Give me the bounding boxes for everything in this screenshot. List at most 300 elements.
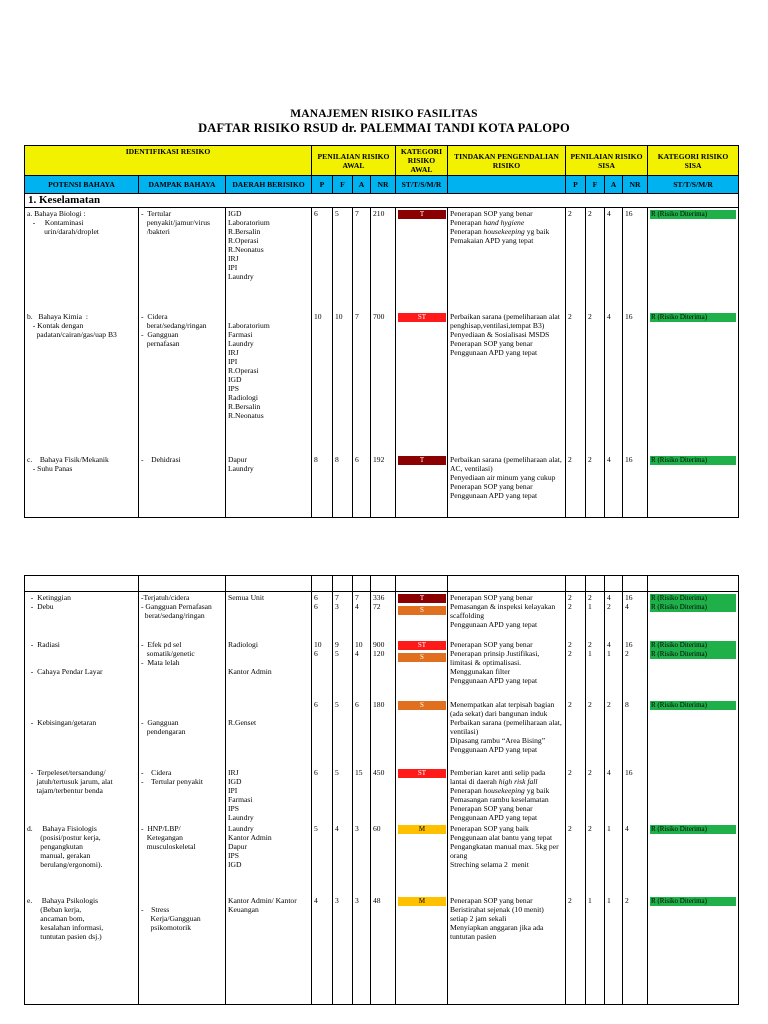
- a-value: 7: [355, 593, 359, 602]
- p-value: 6: [314, 602, 318, 611]
- a2-cell: [605, 699, 623, 767]
- tindakan-text: Penggunaan APD yang tepat: [450, 490, 538, 500]
- a-value: 3: [355, 895, 359, 905]
- tindakan-text: Menempatkan alat terpisah bagian (ada sekat) dari bangunan induk: [450, 699, 557, 718]
- nr-value: 900: [373, 639, 385, 649]
- potensi-text: berulang/ergonomi).: [27, 859, 103, 869]
- risk-category-badge: T: [398, 210, 446, 219]
- daerah-text: Kantor Admin/ Kantor: [228, 895, 297, 905]
- potensi-text: - Radiasi: [27, 639, 60, 649]
- a2-value: 2: [607, 699, 611, 709]
- a2-value: 4: [607, 454, 611, 464]
- dampak-cell: [139, 454, 226, 518]
- dampak-cell: [139, 699, 226, 767]
- daerah-cell: [226, 823, 312, 895]
- dampak-text: -Terjatuh/cidera: [141, 593, 190, 602]
- daerah-text: [228, 700, 309, 709]
- a2-cell: [605, 208, 623, 311]
- f2-cell: [586, 823, 605, 895]
- kategori-awal-cell: [396, 592, 448, 639]
- dampak-cell: [139, 311, 226, 454]
- daerah-text: Kantor Admin: [228, 832, 272, 842]
- header-tindakan: TINDAKAN PENGENDALIAN RISIKO: [448, 146, 566, 176]
- residual-category-badge: R (Risiko Diterima): [650, 701, 736, 710]
- kategori-awal-cell: [396, 767, 448, 823]
- nr-value: 72: [373, 602, 381, 611]
- residual-category-badge: R (Risiko Diterima): [650, 641, 736, 650]
- potensi-text: (Beban kerja,: [27, 904, 82, 914]
- tindakan-text: Penerapan SOP yang benar: [450, 803, 533, 813]
- risk-category-badge: S: [398, 653, 446, 662]
- nr-value: 192: [373, 454, 385, 464]
- header-a: A: [353, 176, 371, 194]
- potensi-text: - Kontak dengan: [27, 320, 84, 330]
- tindakan-text: Streching selama 2 menit: [450, 859, 529, 869]
- f2-cell: [586, 311, 605, 454]
- daerah-text: Laundry: [228, 812, 254, 822]
- a2-value: 1: [607, 648, 611, 658]
- dampak-text: penyakit/jamur/virus: [141, 218, 210, 227]
- kategori-sisa-cell: [648, 208, 739, 311]
- tindakan-text: Penerapan SOP yang benar: [450, 338, 533, 348]
- f-value: 4: [335, 823, 339, 833]
- a2-cell: [605, 592, 623, 639]
- dampak-text: [141, 709, 223, 718]
- dampak-cell: [139, 767, 226, 823]
- risk-category-badge: S: [398, 606, 446, 615]
- potensi-cell: [25, 208, 139, 311]
- a2-value: 4: [607, 767, 611, 777]
- f-value: 10: [335, 311, 343, 321]
- dampak-text: berat/sedang/ringan: [141, 611, 205, 620]
- document-title: MANAJEMEN RISIKO FASILITAS: [290, 108, 478, 120]
- nr-value: 120: [373, 648, 385, 658]
- f2-value: 1: [588, 895, 592, 905]
- daerah-text: Laundry: [228, 823, 254, 833]
- tindakan-text: Pemasangan rambu keselamatan: [450, 794, 549, 804]
- risk-category-badge: ST: [398, 641, 446, 650]
- table-row: [25, 823, 739, 895]
- p2-value: 2: [568, 209, 572, 218]
- dampak-cell: [139, 895, 226, 1005]
- daerah-text: IPI: [228, 263, 238, 272]
- residual-category-badge: R (Risiko Diterima): [650, 210, 736, 219]
- a2-value: 1: [607, 895, 611, 905]
- f-value: 3: [335, 895, 339, 905]
- f2-cell: [586, 208, 605, 311]
- p2-cell: [566, 823, 586, 895]
- residual-category-badge: R (Risiko Diterima): [650, 456, 736, 465]
- dampak-text: Ketegangan: [141, 832, 183, 842]
- a2-cell: [605, 895, 623, 1005]
- a2-value: 4: [607, 311, 611, 321]
- dampak-text: Kerja/Gangguan: [141, 913, 201, 923]
- daerah-cell: [226, 767, 312, 823]
- risk-table-page-2: [24, 575, 739, 1005]
- p-value: 6: [314, 648, 318, 658]
- a-value: 7: [355, 209, 359, 218]
- f2-cell: [586, 454, 605, 518]
- dampak-text: pernafasan: [141, 338, 180, 348]
- nr2-value: 2: [625, 895, 629, 905]
- potensi-text: c. Bahaya Fisik/Mekanik: [27, 454, 109, 464]
- f-value: 5: [335, 699, 339, 709]
- a-value: 6: [355, 699, 359, 709]
- tindakan-text: Penggunaan alat bantu yang tepat: [450, 832, 553, 842]
- dampak-text: psikomotorik: [141, 922, 192, 932]
- potensi-text: jatuh/tertusuk jarum, alat: [27, 776, 113, 786]
- tindakan-text: Penerapan SOP yang benar: [450, 481, 533, 491]
- dampak-text: - Tertular penyakit: [141, 776, 203, 786]
- p2-cell: [566, 592, 586, 639]
- table-row: [25, 639, 739, 699]
- dampak-text: - Gangguan: [141, 329, 179, 339]
- p2-value: 2: [568, 311, 572, 321]
- dampak-cell: [139, 208, 226, 311]
- p2-value: 2: [568, 454, 572, 464]
- table-row: [25, 699, 739, 767]
- potensi-text: - Kebisingan/getaran: [27, 717, 97, 727]
- p-value: 6: [314, 593, 318, 602]
- f-value: 5: [335, 209, 339, 218]
- risk-table-page-1: [24, 145, 739, 518]
- f-value: 8: [335, 454, 339, 464]
- p-value: 8: [314, 454, 318, 464]
- potensi-text: - Cahaya Pendar Layar: [27, 666, 103, 676]
- p-cell: [312, 699, 333, 767]
- f-value: 5: [335, 767, 339, 777]
- nr2-cell: [623, 592, 648, 639]
- nr2-cell: [623, 639, 648, 699]
- tindakan-text: Perbaikan sarana (pemeliharaan alat, AC, ventilasi): [450, 454, 564, 473]
- potensi-text: a. Bahaya Biologi :: [27, 209, 86, 218]
- tindakan-text: Penggunaan APD yang tepat: [450, 675, 538, 685]
- header-p: P: [312, 176, 333, 194]
- daerah-text: Laboratorium: [228, 218, 270, 227]
- daerah-text: Keuangan: [228, 904, 259, 914]
- potensi-text: - Terpeleset/tersandung/: [27, 767, 106, 777]
- p-cell: [312, 592, 333, 639]
- f2-cell: [586, 639, 605, 699]
- tindakan-cell: [448, 592, 566, 639]
- p-cell: [312, 639, 333, 699]
- p2-cell: [566, 767, 586, 823]
- dampak-cell: [139, 639, 226, 699]
- f-value: 5: [335, 648, 339, 658]
- tindakan-text: Penggunaan APD yang tepat: [450, 744, 538, 754]
- f2-cell: [586, 767, 605, 823]
- a-cell: [353, 767, 371, 823]
- f-cell: [333, 592, 353, 639]
- a2-value: 4: [607, 639, 611, 649]
- daerah-text: Semua Unit: [228, 593, 265, 602]
- daerah-text: IPS: [228, 850, 239, 860]
- p2-cell: [566, 454, 586, 518]
- potensi-cell: [25, 311, 139, 454]
- header-blank: [448, 176, 566, 194]
- dampak-text: - Cidera: [141, 311, 168, 321]
- daerah-text: IPI: [228, 785, 238, 795]
- dampak-text: - Dehidrasi: [141, 454, 181, 464]
- nr2-value: 16: [625, 639, 633, 649]
- nr2-cell: [623, 208, 648, 311]
- tindakan-text: Perbaikan sarana (pemeliharaan alat, ventilasi): [450, 717, 564, 736]
- tindakan-text: Penyediaan & Sosialisasi MSDS: [450, 329, 550, 339]
- kategori-sisa-cell: [648, 767, 739, 823]
- daerah-text: R.Bersalin: [228, 227, 261, 236]
- tindakan-cell: [448, 311, 566, 454]
- tindakan-text: Pemasangan & inspeksi kelayakan scaffolding: [450, 602, 558, 620]
- tindakan-cell: [448, 767, 566, 823]
- nr2-cell: [623, 767, 648, 823]
- f2-value: 2: [588, 311, 592, 321]
- a2-cell: [605, 639, 623, 699]
- dampak-text: - Stress: [141, 904, 170, 914]
- potensi-cell: [25, 454, 139, 518]
- kategori-awal-cell: [396, 699, 448, 767]
- dampak-text: musculoskeletal: [141, 841, 196, 851]
- daerah-text: R.Neonatus: [228, 410, 264, 420]
- potensi-cell: [25, 592, 139, 639]
- daerah-text: Radiologi: [228, 392, 258, 402]
- header-nr2: NR: [623, 176, 648, 194]
- p-value: 5: [314, 823, 318, 833]
- potensi-text: kesalahan informasi,: [27, 922, 104, 932]
- daerah-text: IGD: [228, 209, 242, 218]
- tindakan-text: Penggunaan APD yang tepat: [450, 347, 538, 357]
- a-cell: [353, 311, 371, 454]
- a2-value: 4: [607, 593, 611, 602]
- kategori-sisa-cell: [648, 895, 739, 1005]
- potensi-text: pengangkutan: [27, 841, 83, 851]
- a2-value: 1: [607, 823, 611, 833]
- header-potensi: POTENSI BAHAYA: [25, 176, 139, 194]
- tindakan-cell: [448, 454, 566, 518]
- daerah-text: Laundry: [228, 338, 254, 348]
- f-cell: [333, 895, 353, 1005]
- nr-cell: [371, 767, 396, 823]
- f2-value: 2: [588, 593, 592, 602]
- a-cell: [353, 208, 371, 311]
- tindakan-text: Beristirahat sejenak (10 menit) setiap 2 jam sekali: [450, 904, 546, 923]
- daerah-text: [228, 312, 309, 321]
- risk-category-badge: ST: [398, 313, 446, 322]
- risk-category-badge: T: [398, 594, 446, 603]
- p2-cell: [566, 699, 586, 767]
- a2-cell: [605, 767, 623, 823]
- nr2-cell: [623, 895, 648, 1005]
- f2-value: 1: [588, 648, 592, 658]
- nr-cell: [371, 208, 396, 311]
- daerah-text: IGD: [228, 374, 242, 384]
- daerah-text: R.Genset: [228, 717, 257, 727]
- risk-category-badge: M: [398, 897, 446, 906]
- kategori-sisa-cell: [648, 639, 739, 699]
- daerah-cell: [226, 895, 312, 1005]
- nr2-value: 4: [625, 823, 629, 833]
- risk-category-badge: ST: [398, 769, 446, 778]
- table-row: [25, 454, 739, 518]
- p-cell: [312, 311, 333, 454]
- tindakan-text: Menyiapkan anggaran jika ada tuntutan pasien: [450, 922, 546, 941]
- table-row: [25, 592, 739, 639]
- potensi-text: ancaman bom,: [27, 913, 85, 923]
- f-value: 7: [335, 593, 339, 602]
- kategori-sisa-cell: [648, 823, 739, 895]
- p-value: 10: [314, 639, 322, 649]
- daerah-cell: [226, 208, 312, 311]
- nr2-value: 16: [625, 593, 633, 602]
- f-cell: [333, 454, 353, 518]
- kategori-awal-cell: [396, 895, 448, 1005]
- daerah-text: IGD: [228, 859, 242, 869]
- tindakan-text: Penggunaan APD yang tepat: [450, 812, 538, 822]
- a-value: 6: [355, 454, 359, 464]
- dampak-text: - Tertular: [141, 209, 172, 218]
- a-value: 15: [355, 767, 363, 777]
- daerah-text: Dapur: [228, 454, 247, 464]
- tindakan-text: Penggunaan APD yang tepat: [450, 620, 538, 629]
- p2-value: 2: [568, 699, 572, 709]
- p-cell: [312, 895, 333, 1005]
- daerah-cell: [226, 592, 312, 639]
- potensi-text: [27, 709, 136, 718]
- tindakan-text: Pemberian karet anti selip pada lantai di daerah high risk fall: [450, 767, 548, 786]
- kategori-awal-cell: [396, 208, 448, 311]
- risk-category-badge: S: [398, 701, 446, 710]
- risk-category-badge: T: [398, 456, 446, 465]
- header-daerah: DAERAH BERISIKO: [226, 176, 312, 194]
- f2-value: 2: [588, 209, 592, 218]
- daerah-cell: [226, 699, 312, 767]
- potensi-text: b. Bahaya Kimia :: [27, 311, 88, 321]
- p2-cell: [566, 895, 586, 1005]
- f2-value: 2: [588, 454, 592, 464]
- daerah-text: R.Operasi: [228, 365, 259, 375]
- tindakan-text: Penerapan hand hygiene: [450, 218, 525, 227]
- tindakan-text: Penerapan SOP yang benar: [450, 209, 533, 218]
- potensi-text: d. Bahaya Fisiologis: [27, 823, 97, 833]
- header-identifikasi: IDENTIFIKASI RESIKO: [25, 146, 312, 176]
- daerah-text: Dapur: [228, 841, 247, 851]
- dampak-text: - Gangguan Pernafasan: [141, 602, 212, 611]
- dampak-text: somatik/genetic: [141, 648, 195, 658]
- daerah-text: [228, 709, 309, 718]
- potensi-text: urin/darah/droplet: [27, 227, 99, 236]
- tindakan-cell: [448, 895, 566, 1005]
- residual-category-badge: R (Risiko Diterima): [650, 603, 736, 612]
- potensi-text: e. Bahaya Psikologis: [27, 895, 99, 905]
- a-cell: [353, 592, 371, 639]
- nr-value: 60: [373, 823, 381, 833]
- nr2-value: 8: [625, 699, 629, 709]
- dampak-text: /bakteri: [141, 227, 170, 236]
- p2-value: 2: [568, 823, 572, 833]
- potensi-text: [27, 658, 136, 667]
- a-value: 7: [355, 311, 359, 321]
- kategori-awal-cell: [396, 639, 448, 699]
- potensi-cell: [25, 895, 139, 1005]
- dampak-text: [141, 896, 223, 905]
- daerah-text: [228, 649, 309, 658]
- daerah-cell: [226, 311, 312, 454]
- tindakan-text: Penerapan SOP yang baik: [450, 823, 529, 833]
- a-cell: [353, 699, 371, 767]
- daerah-text: IGD: [228, 776, 242, 786]
- daerah-text: Laundry: [228, 272, 254, 281]
- a-value: 4: [355, 648, 359, 658]
- a2-value: 2: [607, 602, 611, 611]
- a2-cell: [605, 311, 623, 454]
- potensi-text: tuntutan pasien dsj.): [27, 931, 102, 941]
- p-cell: [312, 767, 333, 823]
- f2-value: 2: [588, 699, 592, 709]
- tindakan-text: Penerapan prinsip Justifikasi, limitasi & optimalisasi.: [450, 648, 542, 667]
- f-cell: [333, 699, 353, 767]
- dampak-text: - Gangguan: [141, 717, 179, 727]
- daerah-text: IRJ: [228, 254, 239, 263]
- daerah-text: R.Bersalin: [228, 401, 261, 411]
- daerah-text: IRJ: [228, 767, 239, 777]
- daerah-text: [228, 658, 309, 667]
- f-cell: [333, 767, 353, 823]
- daerah-text: IPS: [228, 803, 239, 813]
- nr-cell: [371, 639, 396, 699]
- p-cell: [312, 454, 333, 518]
- nr-value: 210: [373, 209, 385, 218]
- nr2-cell: [623, 454, 648, 518]
- nr-cell: [371, 454, 396, 518]
- daerah-text: Kantor Admin: [228, 666, 272, 676]
- kategori-awal-cell: [396, 311, 448, 454]
- f2-value: 2: [588, 823, 592, 833]
- a-value: 10: [355, 639, 363, 649]
- nr-value: 180: [373, 699, 385, 709]
- f2-cell: [586, 895, 605, 1005]
- nr2-value: 16: [625, 767, 633, 777]
- section-heading: 1. Keselamatan: [25, 194, 739, 208]
- potensi-cell: [25, 823, 139, 895]
- potensi-text: - Ketinggian: [27, 593, 71, 602]
- p2-cell: [566, 208, 586, 311]
- tindakan-text: Penerapan SOP yang benar: [450, 639, 533, 649]
- daerah-text: R.Operasi: [228, 236, 259, 245]
- tindakan-text: Dipasang rambu “Area Bising”: [450, 735, 546, 745]
- f2-value: 1: [588, 602, 592, 611]
- daerah-text: Farmasi: [228, 794, 253, 804]
- daerah-text: Laundry: [228, 463, 254, 473]
- risk-category-badge: M: [398, 825, 446, 834]
- nr2-value: 16: [625, 209, 633, 218]
- f-cell: [333, 823, 353, 895]
- header-penilaian-awal: PENILAIAN RISIKO AWAL: [312, 146, 396, 176]
- f-cell: [333, 208, 353, 311]
- p2-cell: [566, 639, 586, 699]
- daerah-text: Radiologi: [228, 639, 258, 649]
- potensi-text: - Kontaminasi: [27, 218, 84, 227]
- table-body-2: [25, 592, 739, 1005]
- potensi-text: [27, 700, 136, 709]
- header-kategori-sisa: KATEGORI RISIKO SISA: [648, 146, 739, 176]
- nr2-value: 2: [625, 648, 629, 658]
- table-row: [25, 208, 739, 311]
- kategori-sisa-cell: [648, 592, 739, 639]
- potensi-text: (posisi/postur kerja,: [27, 832, 101, 842]
- residual-category-badge: R (Risiko Diterima): [650, 825, 736, 834]
- potensi-text: manual, gerakan: [27, 850, 91, 860]
- p-value: 4: [314, 895, 318, 905]
- header-nr: NR: [371, 176, 396, 194]
